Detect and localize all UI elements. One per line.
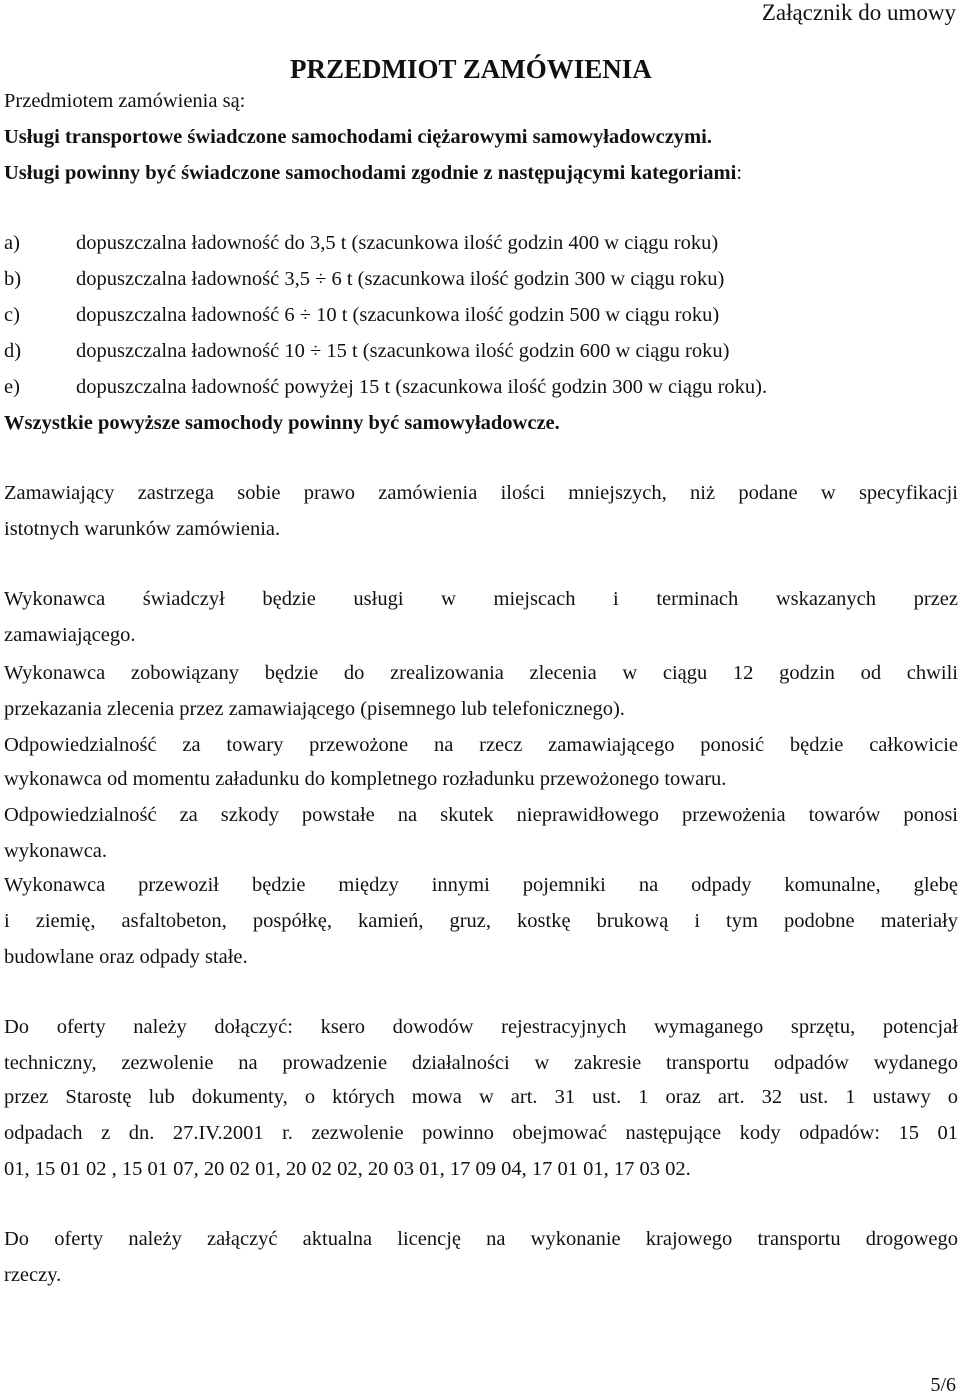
attach-paragraph-line1: Do oferty należy dołączyć: ksero dowodów rejestracyjnych wymaganego sprzętu, potencjał bbox=[4, 1016, 958, 1038]
category-text: dopuszczalna ładowność 3,5 ÷ 6 t (szacunkowa ilość godzin 300 w ciągu roku) bbox=[76, 268, 725, 290]
category-item bbox=[4, 266, 724, 292]
license-paragraph-line1: Do oferty należy załączyć aktualna licencję na wykonanie krajowego transportu drogowego bbox=[4, 1228, 958, 1250]
intro-categories-colon: : bbox=[736, 162, 743, 184]
intro-categories bbox=[4, 160, 742, 186]
category-item bbox=[4, 338, 729, 364]
category-letter: c) bbox=[4, 304, 20, 326]
goods-paragraph-line1: Odpowiedzialność za towary przewożone na rzecz zamawiającego ponosić będzie całkowicie bbox=[4, 734, 958, 756]
license-paragraph-line2: rzeczy. bbox=[4, 1264, 62, 1286]
damage-paragraph-line2: wykonawca. bbox=[4, 840, 108, 862]
reserve-paragraph-line2: istotnych warunków zamówienia. bbox=[4, 518, 281, 540]
attach-paragraph-line2: techniczny, zezwolenie na prowadzenie działalności w zakresie transportu odpadów wydanego bbox=[4, 1052, 958, 1074]
category-letter: d) bbox=[4, 340, 22, 362]
materials-paragraph-line3: budowlane oraz odpady stałe. bbox=[4, 946, 248, 968]
time-paragraph-line2: przekazania zlecenia przez zamawiającego (pisemnego lub telefonicznego). bbox=[4, 698, 625, 720]
category-item bbox=[4, 302, 719, 328]
attachment-label: Załącznik do umowy bbox=[761, 0, 956, 25]
time-paragraph-line1: Wykonawca zobowiązany będzie do zrealizowania zlecenia w ciągu 12 godzin od chwili bbox=[4, 662, 958, 684]
intro-services: Usługi transportowe świadczone samochodami ciężarowymi samowyładowczymi. bbox=[4, 126, 712, 148]
goods-paragraph-line2: wykonawca od momentu załadunku do kompletnego rozładunku przewożonego towaru. bbox=[4, 768, 727, 790]
category-text: dopuszczalna ładowność 6 ÷ 10 t (szacunkowa ilość godzin 500 w ciągu roku) bbox=[76, 304, 720, 326]
attach-paragraph-line5: 01, 15 01 02 , 15 01 07, 20 02 01, 20 02 02, 20 03 01, 17 09 04, 17 01 01, 17 03 02. bbox=[4, 1158, 691, 1180]
category-text: dopuszczalna ładowność do 3,5 t (szacunkowa ilość godzin 400 w ciągu roku) bbox=[76, 232, 719, 254]
document-title: PRZEDMIOT ZAMÓWIENIA bbox=[290, 54, 652, 84]
category-item bbox=[4, 374, 767, 400]
attach-paragraph-line3: przez Starostę lub dokumenty, o których mowa w art. 31 ust. 1 oraz art. 32 ust. 1 ustawy o bbox=[4, 1086, 958, 1108]
category-letter: a) bbox=[4, 232, 20, 254]
category-item bbox=[4, 230, 718, 256]
materials-paragraph-line1: Wykonawca przewoził będzie między innymi pojemniki na odpady komunalne, glebę bbox=[4, 874, 958, 896]
intro-categories-text: Usługi powinny być świadczone samochodami zgodnie z następującymi kategoriami bbox=[4, 162, 737, 184]
materials-paragraph-line2: i ziemię, asfaltobeton, pospółkę, kamień, gruz, kostkę brukową i tym podobne materiały bbox=[4, 910, 958, 932]
attach-paragraph-line4: odpadach z dn. 27.IV.2001 r. zezwolenie powinno obejmować następujące kody odpadów: 15 01 bbox=[4, 1122, 958, 1144]
category-text: dopuszczalna ładowność powyżej 15 t (szacunkowa ilość godzin 300 w ciągu roku). bbox=[76, 376, 768, 398]
category-text: dopuszczalna ładowność 10 ÷ 15 t (szacunkowa ilość godzin 600 w ciągu roku) bbox=[76, 340, 730, 362]
damage-paragraph-line1: Odpowiedzialność za szkody powstałe na skutek nieprawidłowego przewożenia towarów ponosi bbox=[4, 804, 958, 826]
self-unloading-note: Wszystkie powyższe samochody powinny być samowyładowcze. bbox=[4, 412, 560, 434]
page-number: 5/6 bbox=[930, 1374, 956, 1396]
category-letter: b) bbox=[4, 268, 22, 290]
category-letter: e) bbox=[4, 376, 20, 398]
places-paragraph-line1: Wykonawca świadczył będzie usługi w miejscach i terminach wskazanych przez bbox=[4, 588, 958, 610]
reserve-paragraph-line1: Zamawiający zastrzega sobie prawo zamówienia ilości mniejszych, niż podane w specyfikacji bbox=[4, 482, 958, 504]
places-paragraph-line2: zamawiającego. bbox=[4, 624, 136, 646]
intro-line: Przedmiotem zamówienia są: bbox=[4, 90, 246, 112]
